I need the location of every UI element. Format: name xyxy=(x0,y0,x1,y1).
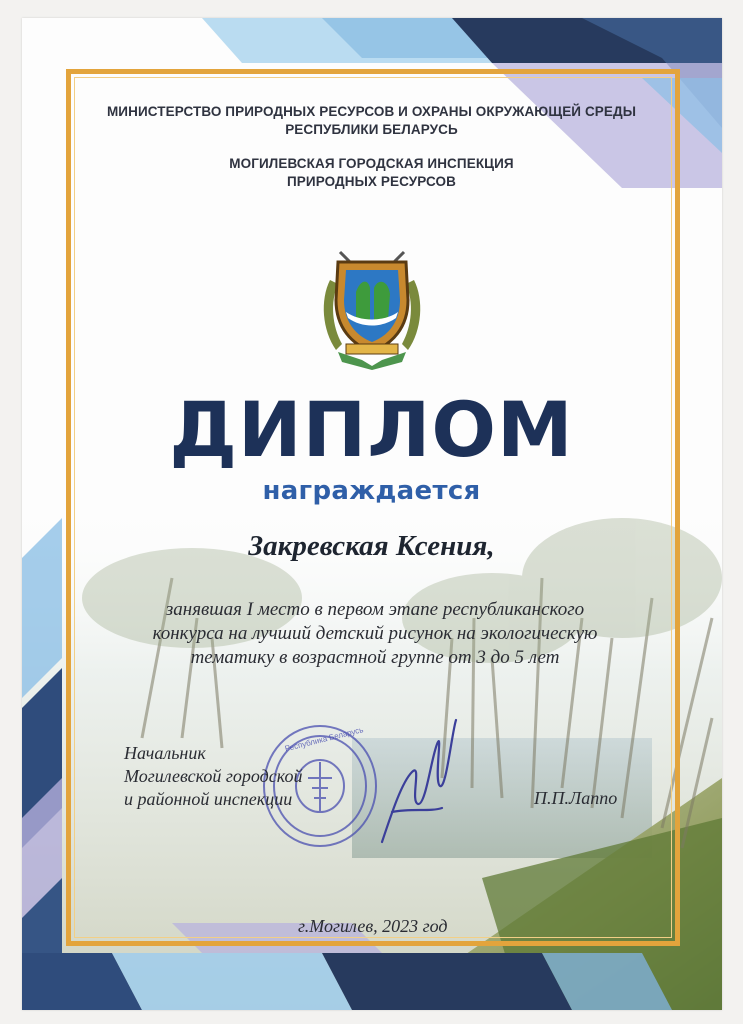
diploma-title: ДИПЛОМ xyxy=(169,385,574,474)
award-description xyxy=(120,598,630,670)
ministry-line-2: РЕСПУБЛИКИ БЕЛАРУСЬ xyxy=(285,122,458,137)
signature-line-2: Могилевской городской xyxy=(124,766,303,786)
signer-name: П.П.Лаппо xyxy=(534,788,618,808)
inspection-line-2: ПРИРОДНЫХ РЕСУРСОВ xyxy=(286,174,456,189)
inspection-line-1: МОГИЛЕВСКАЯ ГОРОДСКАЯ ИНСПЕКЦИЯ xyxy=(229,156,514,171)
description-line-3: тематику в возрастной группе от 3 до 5 лет xyxy=(190,647,560,668)
inspection-emblem-icon xyxy=(316,240,428,370)
recipient-name: Закревская Ксения, xyxy=(248,530,495,562)
awarded-subtitle: награждается xyxy=(262,476,481,506)
description-line-2: конкурса на лучший детский рисунок на экологическую xyxy=(152,623,598,644)
description-line-1: занявшая I место в первом этапе республиканского xyxy=(165,599,585,620)
signature-line-1: Начальник xyxy=(124,743,206,763)
ministry-line-1: МИНИСТЕРСТВО ПРИРОДНЫХ РЕСУРСОВ И ОХРАНЫ ОКРУЖАЮЩЕЙ СРЕДЫ xyxy=(106,104,637,119)
signature-title-block xyxy=(124,742,302,811)
signature-line-3: и районной инспекции xyxy=(124,789,293,809)
place-and-date: г.Могилев, 2023 год xyxy=(298,916,448,936)
handwritten-signature xyxy=(372,712,462,852)
svg-text:Республика Беларусь: Республика Беларусь xyxy=(283,725,365,754)
